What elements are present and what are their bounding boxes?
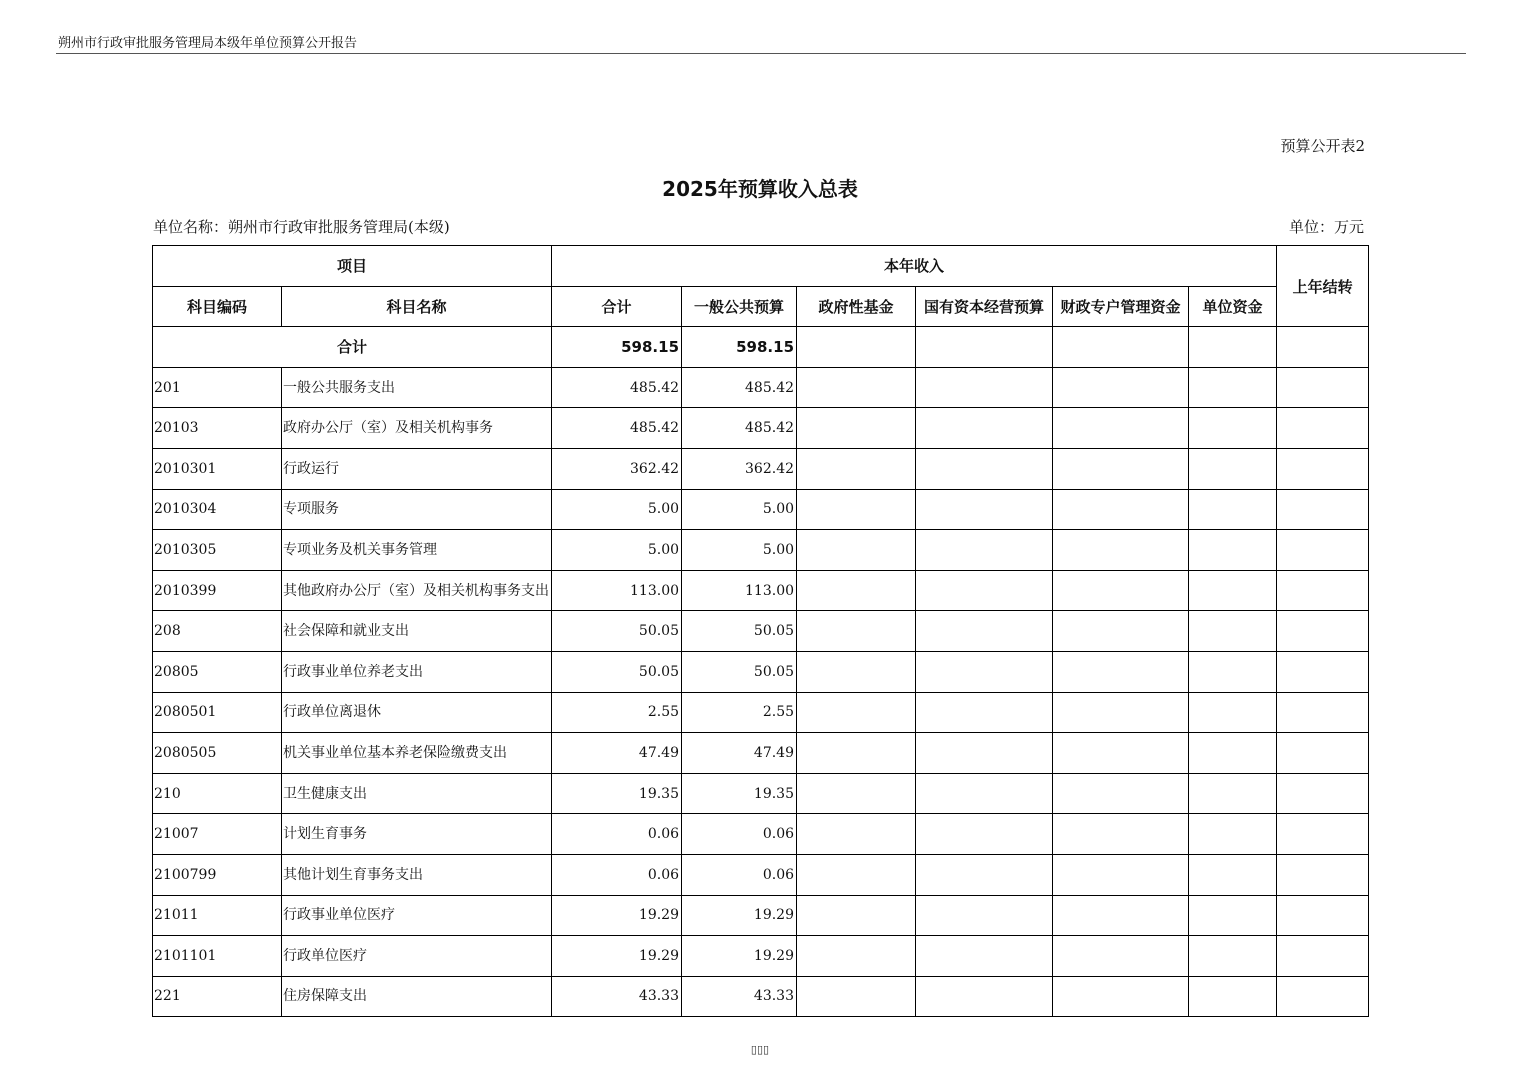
empty-cell — [1053, 895, 1189, 936]
empty-cell — [797, 327, 916, 368]
empty-cell — [1189, 367, 1277, 408]
subject-code: 20103 — [153, 408, 282, 449]
report-header-title: 朔州市行政审批服务管理局本级年单位预算公开报告 — [58, 36, 358, 51]
col-header-current-income: 本年收入 — [552, 246, 1277, 287]
total-row-general: 598.15 — [682, 327, 797, 368]
subject-name: 计划生育事务 — [282, 814, 552, 855]
col-header-unit-fund: 单位资金 — [1189, 286, 1277, 327]
row-general-budget: 5.00 — [682, 530, 797, 571]
table-row — [153, 611, 1369, 652]
row-general-budget: 5.00 — [682, 489, 797, 530]
row-general-budget: 2.55 — [682, 692, 797, 733]
row-general-budget: 485.42 — [682, 367, 797, 408]
empty-cell — [916, 854, 1053, 895]
row-total: 485.42 — [552, 367, 682, 408]
table-row — [153, 854, 1369, 895]
empty-cell — [797, 895, 916, 936]
subject-name: 一般公共服务支出 — [282, 367, 552, 408]
table-row — [153, 895, 1369, 936]
empty-cell — [1053, 530, 1189, 571]
empty-cell — [797, 814, 916, 855]
row-general-budget: 50.05 — [682, 651, 797, 692]
empty-cell — [1277, 367, 1369, 408]
subject-name: 住房保障支出 — [282, 976, 552, 1017]
empty-cell — [916, 976, 1053, 1017]
empty-cell — [916, 692, 1053, 733]
empty-cell — [1189, 651, 1277, 692]
empty-cell — [1277, 936, 1369, 977]
row-general-budget: 50.05 — [682, 611, 797, 652]
total-row-total: 598.15 — [552, 327, 682, 368]
unit-measure: 单位：万元 — [1288, 218, 1364, 236]
col-header-carryover: 上年结转 — [1277, 246, 1369, 327]
row-general-budget: 485.42 — [682, 408, 797, 449]
table-row — [153, 408, 1369, 449]
subject-code: 21011 — [153, 895, 282, 936]
table-row — [153, 773, 1369, 814]
page-number: ▯▯▯ — [750, 1043, 770, 1056]
empty-cell — [1053, 773, 1189, 814]
row-general-budget: 362.42 — [682, 448, 797, 489]
empty-cell — [916, 489, 1053, 530]
empty-cell — [1189, 327, 1277, 368]
empty-cell — [797, 408, 916, 449]
empty-cell — [1189, 570, 1277, 611]
empty-cell — [916, 773, 1053, 814]
subject-name: 行政单位医疗 — [282, 936, 552, 977]
empty-cell — [1053, 570, 1189, 611]
col-header-general-budget: 一般公共预算 — [682, 286, 797, 327]
empty-cell — [1189, 895, 1277, 936]
empty-cell — [916, 408, 1053, 449]
empty-cell — [1189, 530, 1277, 571]
empty-cell — [1189, 976, 1277, 1017]
row-total: 50.05 — [552, 651, 682, 692]
empty-cell — [1053, 448, 1189, 489]
empty-cell — [1277, 814, 1369, 855]
subject-name: 行政单位离退休 — [282, 692, 552, 733]
empty-cell — [1189, 854, 1277, 895]
empty-cell — [1277, 489, 1369, 530]
empty-cell — [1189, 448, 1277, 489]
empty-cell — [1053, 854, 1189, 895]
empty-cell — [1189, 408, 1277, 449]
table-row — [153, 936, 1369, 977]
empty-cell — [1053, 936, 1189, 977]
empty-cell — [1189, 692, 1277, 733]
empty-cell — [1277, 976, 1369, 1017]
empty-cell — [1277, 773, 1369, 814]
row-general-budget: 19.29 — [682, 936, 797, 977]
row-general-budget: 47.49 — [682, 733, 797, 774]
subject-code: 2010399 — [153, 570, 282, 611]
col-header-gov-fund: 政府性基金 — [797, 286, 916, 327]
subject-code: 210 — [153, 773, 282, 814]
row-total: 19.29 — [552, 936, 682, 977]
subject-code: 208 — [153, 611, 282, 652]
empty-cell — [1189, 611, 1277, 652]
table-row — [153, 976, 1369, 1017]
empty-cell — [1277, 327, 1369, 368]
empty-cell — [916, 814, 1053, 855]
subject-name: 专项业务及机关事务管理 — [282, 530, 552, 571]
empty-cell — [797, 367, 916, 408]
subject-name: 政府办公厅（室）及相关机构事务 — [282, 408, 552, 449]
unit-name: 单位名称：朔州市行政审批服务管理局(本级) — [153, 218, 450, 236]
table-row — [153, 814, 1369, 855]
page-title: 2025年预算收入总表 — [662, 177, 858, 201]
empty-cell — [1053, 692, 1189, 733]
empty-cell — [797, 530, 916, 571]
empty-cell — [916, 367, 1053, 408]
table-id: 预算公开表2 — [1280, 137, 1365, 155]
col-header-total: 合计 — [552, 286, 682, 327]
empty-cell — [1277, 530, 1369, 571]
col-header-project: 项目 — [153, 246, 552, 287]
subject-code: 2080505 — [153, 733, 282, 774]
subject-code: 2080501 — [153, 692, 282, 733]
row-total: 362.42 — [552, 448, 682, 489]
header-row-2 — [153, 286, 1369, 327]
row-total: 5.00 — [552, 530, 682, 571]
row-total: 5.00 — [552, 489, 682, 530]
empty-cell — [1277, 692, 1369, 733]
row-general-budget: 19.29 — [682, 895, 797, 936]
row-general-budget: 0.06 — [682, 814, 797, 855]
subject-code: 221 — [153, 976, 282, 1017]
total-row-label: 合计 — [153, 327, 552, 368]
subject-code: 21007 — [153, 814, 282, 855]
subject-name: 社会保障和就业支出 — [282, 611, 552, 652]
row-total: 19.35 — [552, 773, 682, 814]
empty-cell — [916, 327, 1053, 368]
subject-name: 卫生健康支出 — [282, 773, 552, 814]
empty-cell — [1053, 489, 1189, 530]
empty-cell — [797, 489, 916, 530]
table-body — [153, 246, 1369, 1017]
table-row — [153, 367, 1369, 408]
row-total: 0.06 — [552, 814, 682, 855]
subject-name: 行政运行 — [282, 448, 552, 489]
subject-code: 2010304 — [153, 489, 282, 530]
total-row — [153, 327, 1369, 368]
empty-cell — [797, 611, 916, 652]
empty-cell — [1277, 448, 1369, 489]
subject-code: 201 — [153, 367, 282, 408]
row-total: 485.42 — [552, 408, 682, 449]
empty-cell — [1053, 733, 1189, 774]
empty-cell — [1277, 854, 1369, 895]
table-row — [153, 489, 1369, 530]
row-total: 43.33 — [552, 976, 682, 1017]
row-total: 19.29 — [552, 895, 682, 936]
table-row — [153, 530, 1369, 571]
header-divider — [56, 53, 1466, 54]
budget-income-table — [152, 245, 1369, 1017]
row-general-budget: 19.35 — [682, 773, 797, 814]
empty-cell — [916, 570, 1053, 611]
empty-cell — [797, 448, 916, 489]
row-general-budget: 43.33 — [682, 976, 797, 1017]
empty-cell — [1189, 936, 1277, 977]
empty-cell — [916, 895, 1053, 936]
empty-cell — [1053, 611, 1189, 652]
empty-cell — [916, 936, 1053, 977]
empty-cell — [797, 651, 916, 692]
empty-cell — [1277, 733, 1369, 774]
row-total: 2.55 — [552, 692, 682, 733]
empty-cell — [1277, 611, 1369, 652]
empty-cell — [797, 773, 916, 814]
subject-name: 行政事业单位养老支出 — [282, 651, 552, 692]
empty-cell — [797, 936, 916, 977]
table-row — [153, 733, 1369, 774]
empty-cell — [1189, 814, 1277, 855]
empty-cell — [1189, 733, 1277, 774]
subject-name: 行政事业单位医疗 — [282, 895, 552, 936]
empty-cell — [1053, 814, 1189, 855]
col-header-special-fund: 财政专户管理资金 — [1053, 286, 1189, 327]
empty-cell — [1053, 327, 1189, 368]
empty-cell — [1053, 408, 1189, 449]
empty-cell — [1189, 773, 1277, 814]
row-total: 50.05 — [552, 611, 682, 652]
empty-cell — [797, 692, 916, 733]
table-row — [153, 651, 1369, 692]
empty-cell — [1277, 651, 1369, 692]
col-header-state-capital: 国有资本经营预算 — [916, 286, 1053, 327]
table-row — [153, 570, 1369, 611]
subject-code: 2010305 — [153, 530, 282, 571]
empty-cell — [797, 570, 916, 611]
empty-cell — [916, 733, 1053, 774]
header-row-1 — [153, 246, 1369, 287]
empty-cell — [916, 651, 1053, 692]
empty-cell — [1189, 489, 1277, 530]
subject-code: 2100799 — [153, 854, 282, 895]
empty-cell — [797, 976, 916, 1017]
subject-name: 其他政府办公厅（室）及相关机构事务支出 — [282, 570, 552, 611]
empty-cell — [1053, 976, 1189, 1017]
col-header-name: 科目名称 — [282, 286, 552, 327]
row-general-budget: 0.06 — [682, 854, 797, 895]
empty-cell — [1277, 895, 1369, 936]
empty-cell — [797, 733, 916, 774]
subject-name: 机关事业单位基本养老保险缴费支出 — [282, 733, 552, 774]
row-total: 47.49 — [552, 733, 682, 774]
subject-name: 其他计划生育事务支出 — [282, 854, 552, 895]
subject-code: 2010301 — [153, 448, 282, 489]
empty-cell — [1277, 408, 1369, 449]
col-header-code: 科目编码 — [153, 286, 282, 327]
empty-cell — [1277, 570, 1369, 611]
subject-code: 20805 — [153, 651, 282, 692]
empty-cell — [916, 530, 1053, 571]
row-total: 113.00 — [552, 570, 682, 611]
table-row — [153, 692, 1369, 733]
empty-cell — [1053, 367, 1189, 408]
table-row — [153, 448, 1369, 489]
empty-cell — [916, 611, 1053, 652]
row-total: 0.06 — [552, 854, 682, 895]
empty-cell — [916, 448, 1053, 489]
row-general-budget: 113.00 — [682, 570, 797, 611]
empty-cell — [1053, 651, 1189, 692]
subject-code: 2101101 — [153, 936, 282, 977]
subject-name: 专项服务 — [282, 489, 552, 530]
empty-cell — [797, 854, 916, 895]
